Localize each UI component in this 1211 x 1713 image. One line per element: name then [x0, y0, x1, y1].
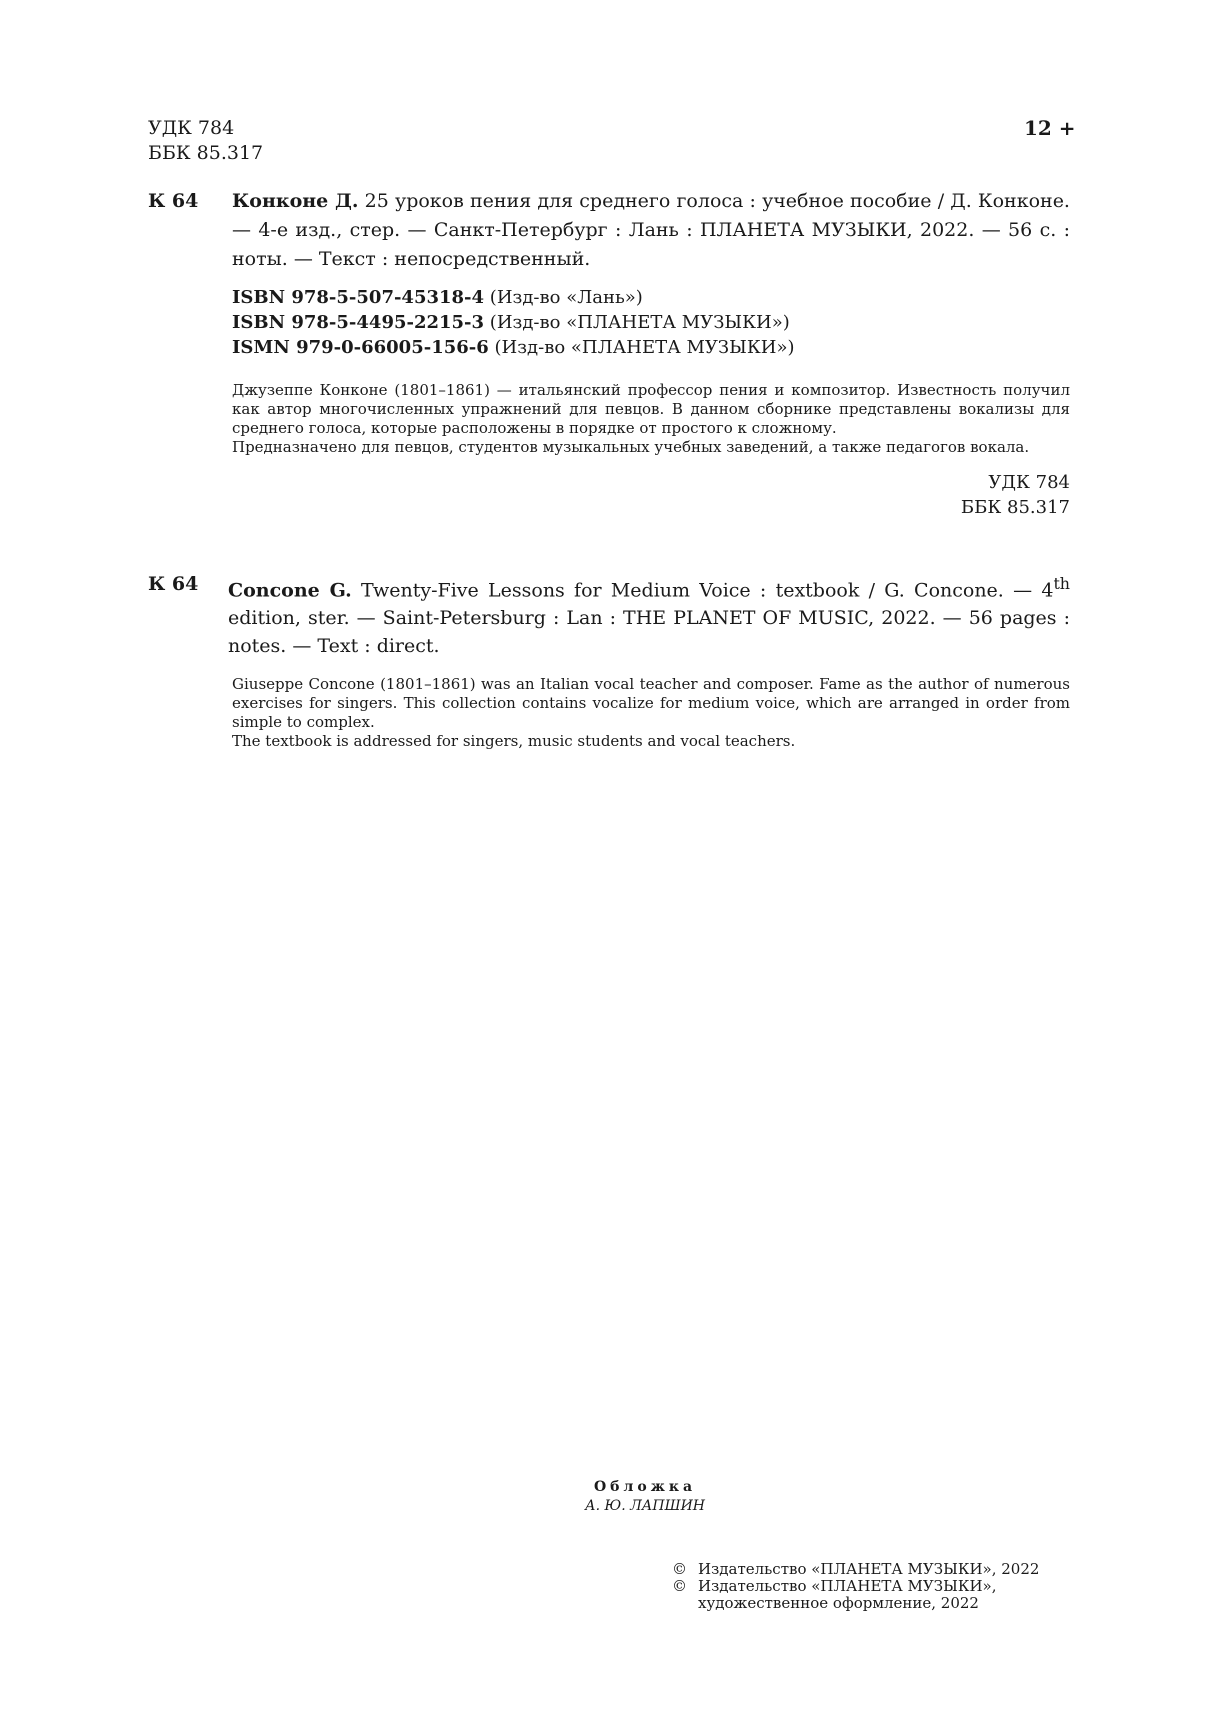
copyright-line-continuation: художественное оформление, 2022 [698, 1594, 979, 1612]
copyright-line [672, 1578, 1039, 1595]
age-rating: 12 + [1024, 116, 1076, 140]
entry-text: Twenty-Five Lessons for Medium Voice : textbook / G. Concone. — 4 [361, 579, 1054, 602]
copyright-text: Издательство «ПЛАНЕТА МУЗЫКИ», 2022 [698, 1560, 1040, 1578]
ismn-publisher: (Изд-во «ПЛАНЕТА МУЗЫКИ») [494, 337, 795, 358]
ismn-line [232, 335, 794, 360]
entry-text-cont: edition, ster. — Saint-Petersburg : Lan : THE PLANET OF MUSIC, 2022. — 56 pages : notes. — Text : direct. [228, 607, 1070, 658]
classification-right [940, 470, 1070, 520]
isbn-line [232, 310, 794, 335]
classification-top [148, 116, 263, 166]
copyright-line [672, 1561, 1039, 1578]
isbn-number: ISBN 978-5-507-45318-4 [232, 287, 485, 308]
bbk-code: ББК 85.317 [960, 497, 1070, 518]
entry-body [232, 187, 1070, 274]
cover-credit [480, 1478, 810, 1516]
cover-label: Обложка [593, 1479, 697, 1495]
author-name: Concone G. [228, 579, 352, 602]
isbn-publisher: (Изд-во «ПЛАНЕТА МУЗЫКИ») [489, 312, 790, 333]
bbk-code: ББК 85.317 [148, 142, 264, 164]
author-sign: К 64 [148, 190, 199, 212]
edition-superscript: th [1053, 574, 1070, 593]
author-sign: К 64 [148, 573, 199, 595]
udk-code: УДК 784 [988, 472, 1070, 493]
entry-body [228, 570, 1070, 660]
copyright-symbol: © [672, 1577, 687, 1595]
annotation-paragraph: Джузеппе Конконе (1801–1861) — итальянский профессор пения и композитор. Известность получил как автор многочисленных упражнений для певцов. В данном сборнике представлены вокализы для среднего голоса, которые расположены в порядке от простого к сложному. [232, 381, 1070, 437]
ismn-number: ISMN 979-0-66005-156-6 [232, 337, 489, 358]
isbn-number: ISBN 978-5-4495-2215-3 [232, 312, 485, 333]
udk-code: УДК 784 [148, 117, 235, 139]
entry-text: 25 уроков пения для среднего голоса : учебное пособие / Д. Конконе. — 4-е изд., стер. — Санкт-Петербург : Лань : ПЛАНЕТА МУЗЫКИ, 2022. — 56 с. : ноты. — Текст : непосредственный. [232, 190, 1070, 270]
annotation-paragraph: Предназначено для певцов, студентов музыкальных учебных заведений, а также педагогов вокала. [232, 438, 1030, 456]
author-name: Конконе Д. [232, 190, 359, 212]
annotation-paragraph: The textbook is addressed for singers, music students and vocal teachers. [232, 732, 796, 750]
copyright-text: Издательство «ПЛАНЕТА МУЗЫКИ», [698, 1577, 997, 1595]
bibliographic-entry-ru [148, 187, 1070, 274]
isbn-block [232, 285, 794, 360]
annotation-en [232, 675, 1070, 751]
isbn-publisher: (Изд-во «Лань») [489, 287, 643, 308]
annotation-ru [232, 381, 1070, 457]
copyright-symbol: © [672, 1560, 687, 1578]
copyright-block [672, 1561, 1039, 1612]
cover-designer: А. Ю. ЛАПШИН [585, 1498, 705, 1514]
bibliographic-entry-en [148, 570, 1070, 660]
isbn-line [232, 285, 794, 310]
annotation-paragraph: Giuseppe Concone (1801–1861) was an Italian vocal teacher and composer. Fame as the author of numerous exercises for singers. This collection contains vocalize for medium voice, which are arranged in order from simple to complex. [232, 675, 1070, 731]
